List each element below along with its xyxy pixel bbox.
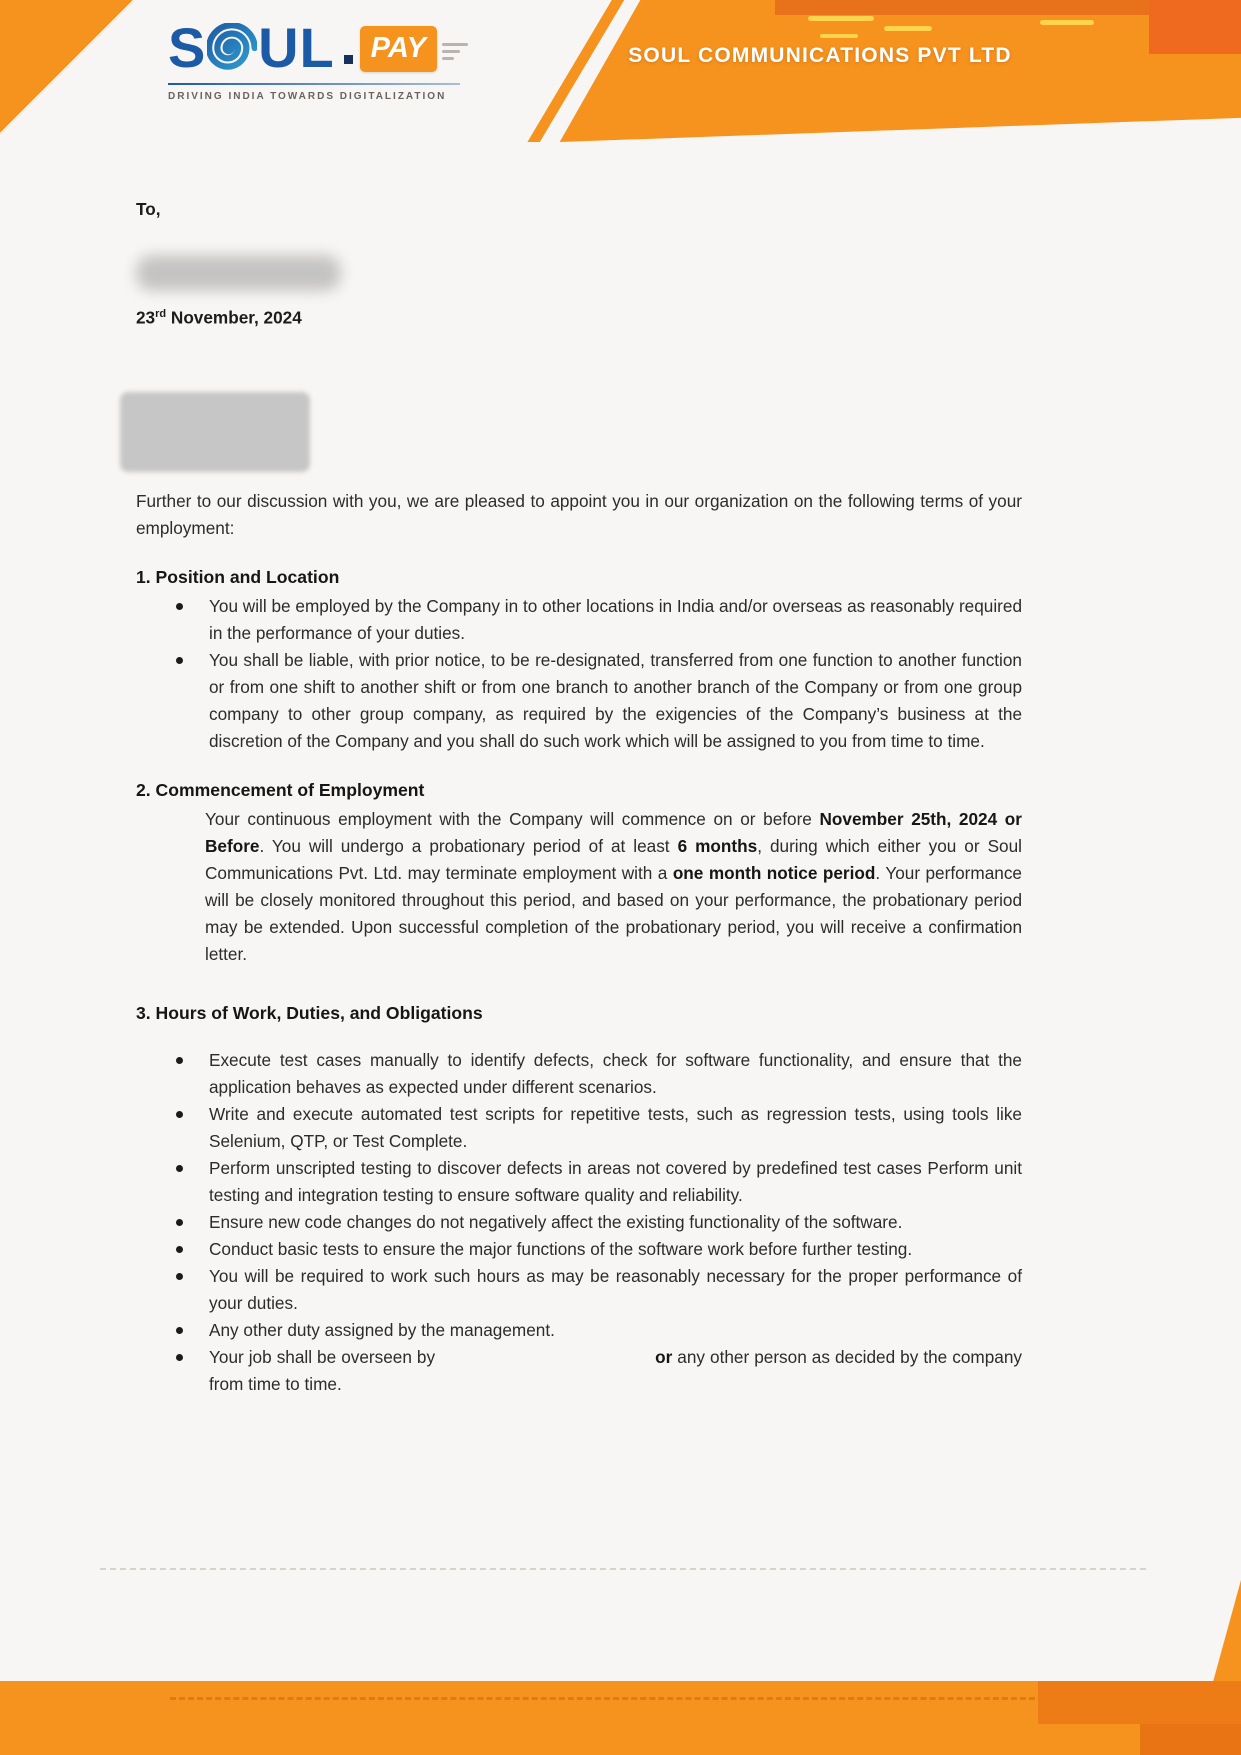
spiral-o-icon: [207, 23, 257, 73]
bullet-dot-icon: [176, 1057, 183, 1064]
bullet-item: [136, 647, 1022, 755]
section-3-heading: 3. Hours of Work, Duties, and Obligations: [136, 1002, 483, 1023]
bullet-text: Any other duty assigned by the management.: [209, 1319, 555, 1340]
section-3-bullets: [136, 1047, 1022, 1398]
bullet-dot-icon: [176, 1354, 183, 1361]
brand-letter-s: S: [168, 16, 207, 79]
bullet-item: [136, 1344, 1022, 1398]
separator-dashed-line: [100, 1568, 1146, 1570]
bullet-dot-icon: [176, 1219, 183, 1226]
footer-corner-block: [1140, 1724, 1241, 1755]
bullet-text: Ensure new code changes do not negatively affect the existing functionality of the software.: [209, 1211, 903, 1232]
section-1-heading: 1. Position and Location: [136, 566, 340, 587]
bullet-dot-icon: [176, 603, 183, 610]
date-rest: November, 2024: [166, 307, 302, 328]
pay-badge-decoration: [442, 43, 468, 60]
bullet-item: [136, 1317, 1022, 1344]
bullet-text: Your job shall be overseen by or any other person as decided by the company from time to time.: [209, 1346, 1022, 1394]
yellow-dash-decoration: [1040, 20, 1094, 25]
section-2-paragraph: Your continuous employment with the Company will commence on or before November 25th, 2024 or Before. You will undergo a probationary period of at least 6 months, during which either you or Soul Communications Pvt. Ltd. may terminate employment with a one month notice period. Your performance will be closely monitored throughout this period, and based on your performance, the probationary period may be extended. Upon successful completion of the probationary period, you will receive a confirmation letter.: [205, 808, 1022, 964]
header-corner-block: [1149, 0, 1241, 54]
section-1-bullets: [136, 593, 1022, 755]
brand-separator-dot: [344, 55, 353, 64]
yellow-dash-decoration: [820, 34, 858, 38]
bullet-text: You will be employed by the Company in to other locations in India and/or overseas as reasonably required in the performance of your duties.: [209, 595, 1022, 643]
letterhead-header: [0, 0, 1241, 142]
header-corner-slash: [0, 0, 135, 135]
bullet-text: Perform unscripted testing to discover defects in areas not covered by predefined test cases Perform unit testing and integration testing to ensure software quality and reliability.: [209, 1157, 1022, 1205]
redacted-address-block: [120, 392, 310, 472]
company-name: SOUL COMMUNICATIONS PVT LTD: [628, 44, 1012, 67]
brand-logo: [168, 18, 468, 102]
bullet-text: You will be required to work such hours as may be reasonably necessary for the proper performance of your duties.: [209, 1265, 1022, 1313]
bullet-item: [136, 593, 1022, 647]
bullet-item: [136, 1263, 1022, 1317]
header-corner-triangle: [0, 0, 135, 135]
intro-paragraph: Further to our discussion with you, we are pleased to appoint you in our organization on the following terms of your employment:: [136, 490, 1022, 538]
bullet-text: You shall be liable, with prior notice, to be re-designated, transferred from one function to another function or from one shift to another shift or from one branch to another branch of the Company or from one group company to other group company, as required by the exigencies of the Company’s business at the discretion of the Company and you shall do such work which will be assigned to you from time to time.: [209, 649, 1022, 751]
footer-dark-block: [1038, 1681, 1241, 1724]
brand-letters-ul: UL: [258, 16, 335, 79]
bullet-dot-icon: [176, 1246, 183, 1253]
bullet-item: [136, 1155, 1022, 1209]
bullet-dot-icon: [176, 1327, 183, 1334]
pay-badge: PAY: [360, 26, 437, 72]
letter-date: [136, 301, 1022, 332]
bullet-dot-icon: [176, 657, 183, 664]
bullet-text: Execute test cases manually to identify defects, check for software functionality, and ensure that the application behaves as expected under different scenarios.: [209, 1049, 1022, 1097]
date-day: 23: [136, 307, 156, 328]
footer-dash-line: [170, 1697, 1035, 1700]
yellow-dash-decoration: [808, 16, 874, 21]
footer-edge-wedge: [1213, 1580, 1241, 1682]
bullet-dot-icon: [176, 1111, 183, 1118]
letter-body: [136, 196, 1022, 1398]
section-2-heading: 2. Commencement of Employment: [136, 779, 425, 800]
recipient-label: To,: [136, 199, 161, 219]
yellow-dash-decoration: [884, 26, 932, 31]
bullet-item: [136, 1236, 1022, 1263]
bullet-item: [136, 1047, 1022, 1101]
bullet-dot-icon: [176, 1165, 183, 1172]
bullet-text: Write and execute automated test scripts for repetitive tests, such as regression tests, using tools like Selenium, QTP, or Test Complete.: [209, 1103, 1022, 1151]
bullet-item: [136, 1209, 1022, 1236]
redacted-recipient-name: [136, 255, 341, 291]
bullet-item: [136, 1101, 1022, 1155]
bullet-dot-icon: [176, 1273, 183, 1280]
bullet-text: Conduct basic tests to ensure the major functions of the software work before further testing.: [209, 1238, 913, 1259]
date-ordinal: rd: [155, 308, 167, 320]
brand-tagline: DRIVING INDIA TOWARDS DIGITALIZATION: [168, 91, 447, 102]
brand-underline: [168, 83, 460, 85]
